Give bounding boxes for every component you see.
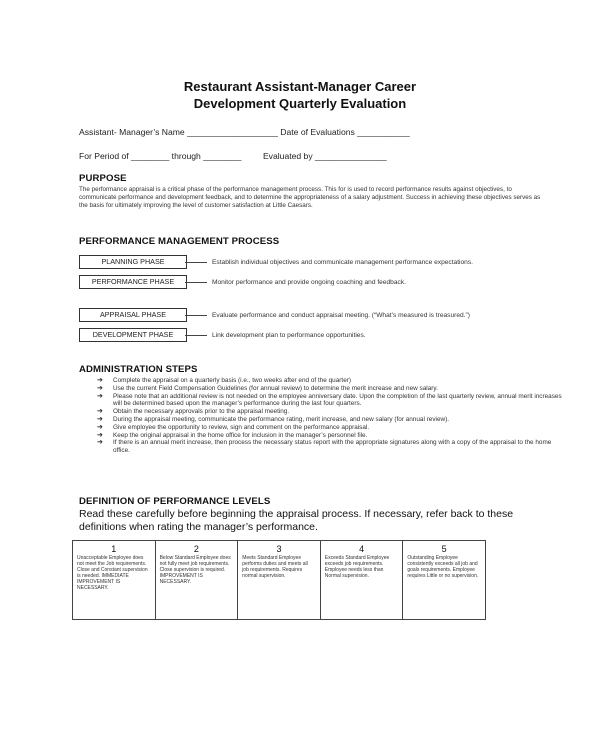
arrow-bullet-icon: ➔ xyxy=(97,392,103,400)
level-number: 5 xyxy=(441,544,447,554)
step-text: Obtain the necessary approvals prior to the appraisal meeting. xyxy=(113,408,290,416)
development-phase-desc: Link development plan to performance opportunities. xyxy=(212,332,366,339)
phase-connector xyxy=(185,262,207,263)
level-description: Below Standard Employee does not fully meet job requirements. Close supervision is required. IMPROVEMENT IS NECESSARY. xyxy=(159,555,231,585)
performance-phase-desc: Monitor performance and provide ongoing coaching and feedback. xyxy=(212,279,406,286)
admin-heading: ADMINISTRATION STEPS xyxy=(79,364,198,375)
level-description: Outstanding Employee consistently exceeds all job and goals requirements. Employee requires Little or no supervision. xyxy=(407,555,479,579)
title-line-1: Restaurant Assistant-Manager Career xyxy=(183,79,417,94)
level-cell-2 xyxy=(156,541,239,619)
step-text: If there is an annual merit increase, then process the necessary status report with the appropriate signatures along with a copy of the appraisal to the home office. xyxy=(113,439,552,455)
arrow-bullet-icon: ➔ xyxy=(97,384,103,392)
purpose-text: The performance appraisal is a critical phase of the performance management process. This for is used to record performance results against objectives, to communicate performance and development feedback, and to determine the appropriateness of a salary adjustment. Success in achieving these objectives serves as the basis for ultimately improving the level of customer satisfaction at Little Caesars. xyxy=(79,186,541,209)
development-phase-box: DEVELOPMENT PHASE xyxy=(79,328,187,342)
phase-connector xyxy=(185,282,207,283)
document-title xyxy=(0,78,600,112)
level-number: 4 xyxy=(359,544,365,554)
levels-heading: DEFINITION OF PERFORMANCE LEVELS xyxy=(79,496,271,507)
level-cell-4 xyxy=(321,541,404,619)
list-item xyxy=(97,377,567,385)
planning-phase-desc: Establish individual objectives and communicate management performance expectations. xyxy=(212,259,473,266)
performance-phase-box: PERFORMANCE PHASE xyxy=(79,275,187,289)
arrow-bullet-icon: ➔ xyxy=(97,439,103,447)
phase-connector xyxy=(185,315,207,316)
levels-intro: Read these carefully before beginning the appraisal process. If necessary, refer back to these definitions when rating the manager’s performance. xyxy=(79,508,514,533)
list-item xyxy=(97,385,567,393)
level-number: 1 xyxy=(111,544,117,554)
title-line-2: Development Quarterly Evaluation xyxy=(193,96,407,111)
level-number: 3 xyxy=(276,544,282,554)
performance-levels-table xyxy=(72,540,486,620)
level-description: Unacceptable Employee does not meet the Job requirements. Close and Constant supervision is needed. IMMEDIATE IMPROVEMENT IS NECESSARY. xyxy=(77,555,148,591)
list-item xyxy=(97,432,567,440)
pmp-heading: PERFORMANCE MANAGEMENT PROCESS xyxy=(79,236,280,247)
step-text: Keep the original appraisal in the home office for inclusion in the manager’s personnel file. xyxy=(113,431,368,439)
arrow-bullet-icon: ➔ xyxy=(97,423,103,431)
level-cell-5 xyxy=(403,541,485,619)
admin-steps-list xyxy=(97,377,567,455)
step-text: Please note that an additional review is not needed on the employee anniversary date. Upon the completion of the last quarterly review, annual merit increases will be determined based upon the manager’s performance during the last four quarters. xyxy=(113,392,562,408)
level-description: Exceeds Standard Employee exceeds job requirements. Employee needs less than Normal supervision. xyxy=(324,555,390,579)
list-item xyxy=(97,424,567,432)
arrow-bullet-icon: ➔ xyxy=(97,377,103,384)
list-item xyxy=(97,393,567,409)
level-cell-3 xyxy=(238,541,321,619)
list-item xyxy=(97,408,567,416)
list-item xyxy=(97,416,567,424)
list-item xyxy=(97,439,567,455)
purpose-heading: PURPOSE xyxy=(79,173,127,184)
planning-phase-box: PLANNING PHASE xyxy=(79,255,187,269)
arrow-bullet-icon: ➔ xyxy=(97,431,103,439)
phase-connector xyxy=(185,335,207,336)
step-text: Give employee the opportunity to review, sign and comment on the performance appraisal. xyxy=(113,423,370,431)
appraisal-phase-desc: Evaluate performance and conduct appraisal meeting. (“What’s measured is treasured.”) xyxy=(212,312,470,319)
step-text: During the appraisal meeting, communicate the performance rating, merit increase, and new salary (for annual review). xyxy=(113,415,450,423)
step-text: Use the current Field Compensation Guidelines (for annual review) to determine the merit increase and new salary. xyxy=(113,384,438,392)
level-cell-1 xyxy=(73,541,156,619)
period-line[interactable]: For Period of ________ through ________ Evaluated by _______________ xyxy=(79,151,387,161)
manager-name-line[interactable]: Assistant- Manager’s Name ___________________ Date of Evaluations ___________ xyxy=(79,127,410,137)
level-description: Meets Standard Employee performs duties and meets all job requirements. Requires normal supervision. xyxy=(242,555,308,579)
level-number: 2 xyxy=(193,544,199,554)
arrow-bullet-icon: ➔ xyxy=(97,415,103,423)
appraisal-phase-box: APPRAISAL PHASE xyxy=(79,308,187,322)
arrow-bullet-icon: ➔ xyxy=(97,408,103,416)
step-text: Complete the appraisal on a quarterly basis (i.e., two weeks after end of the quarter) xyxy=(113,377,351,384)
